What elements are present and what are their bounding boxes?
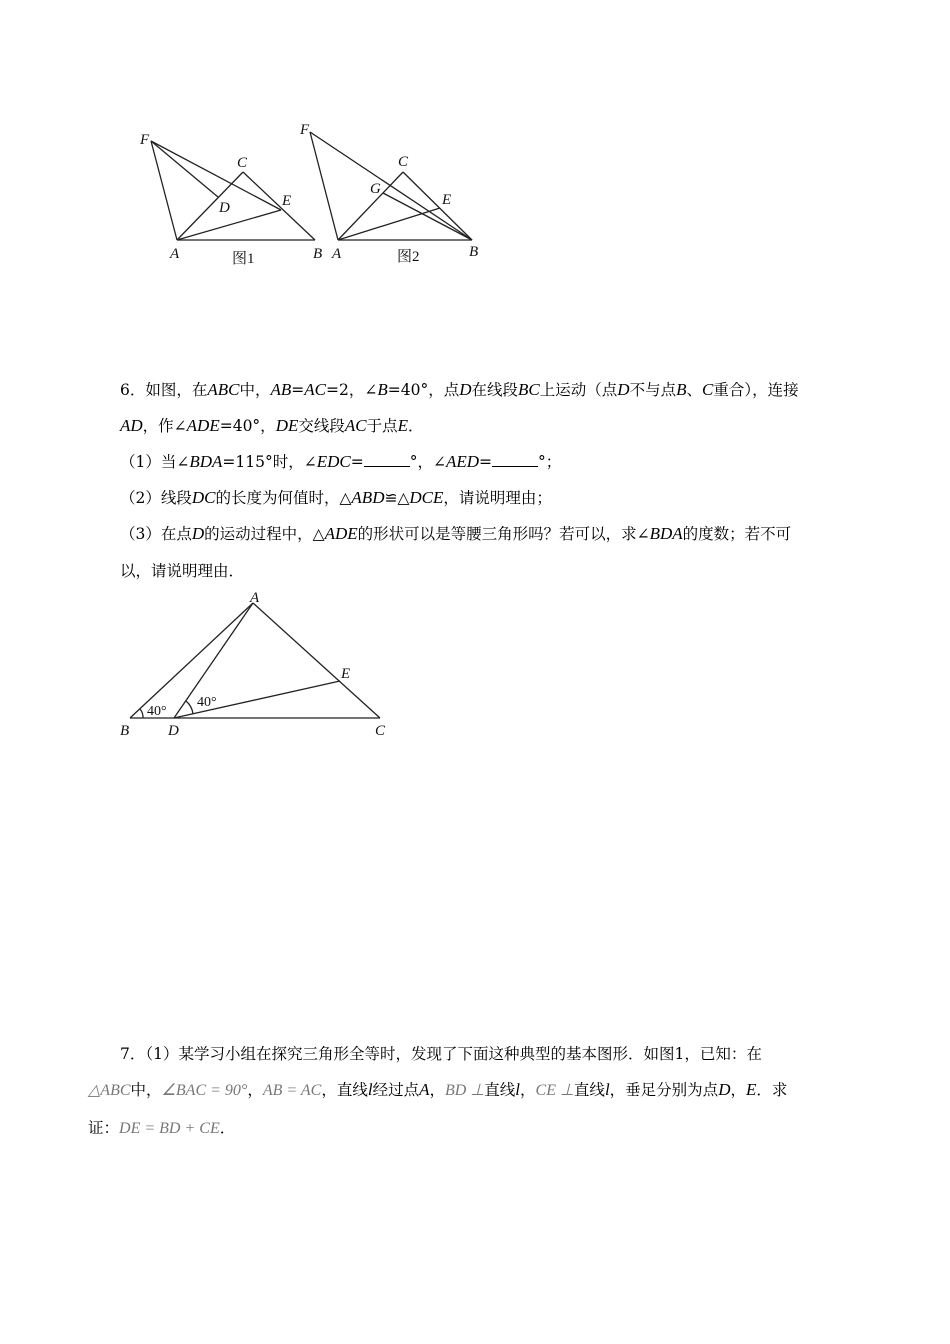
q6-math: AED bbox=[445, 452, 480, 471]
fig1-line-FA bbox=[151, 141, 177, 240]
fig2-caption: 图2 bbox=[397, 249, 420, 265]
q6-math: E bbox=[397, 416, 409, 435]
fig2-label-B: B bbox=[469, 244, 479, 260]
q7-text: ， bbox=[730, 1081, 746, 1099]
q6-line-AC bbox=[253, 603, 380, 718]
q6-math: ABC bbox=[207, 380, 240, 399]
q6-line-1 bbox=[120, 380, 799, 400]
figures-1-2 bbox=[120, 110, 500, 275]
q6-angle-arc-d bbox=[186, 701, 193, 714]
q6-text: 的运动过程中，△ bbox=[204, 525, 325, 543]
q6-number: 6． bbox=[120, 381, 146, 399]
q6-math: DCE bbox=[409, 488, 444, 507]
q6-text: 于点 bbox=[366, 417, 398, 435]
q6-math: B bbox=[676, 380, 687, 399]
q6-text: 中， bbox=[239, 381, 271, 399]
q6-text: =115°时，∠ bbox=[222, 453, 317, 471]
q6-label-C: C bbox=[375, 723, 386, 739]
q6-line-BA bbox=[130, 603, 253, 718]
q7-math: D bbox=[718, 1080, 731, 1099]
q7-text: 经过点 bbox=[372, 1081, 420, 1099]
q6-text: = bbox=[291, 381, 305, 399]
q6-text: 交线段 bbox=[298, 417, 345, 435]
q6-text: =40°， bbox=[219, 417, 276, 435]
q6-math: D bbox=[191, 524, 205, 543]
q7-math: A bbox=[419, 1080, 430, 1099]
fig2-label-F: F bbox=[300, 122, 310, 138]
fig2-label-A: A bbox=[332, 246, 342, 262]
q6-math: AD bbox=[120, 416, 143, 435]
fig2-label-E: E bbox=[442, 192, 452, 208]
answer-blank-aed[interactable] bbox=[492, 466, 538, 467]
fig1-line-AC bbox=[177, 172, 243, 240]
q7-line-1 bbox=[120, 1044, 762, 1064]
q6-math: BDA bbox=[189, 452, 223, 471]
q6-angle-d-label: 40° bbox=[197, 695, 217, 710]
q7-text: （1）某学习小组在探究三角形全等时，发现了下面这种典型的基本图形．如图1，已知：在 bbox=[145, 1045, 762, 1063]
fig2-label-C: C bbox=[398, 154, 409, 170]
q6-text: = bbox=[479, 453, 493, 471]
q6-text: 在线段 bbox=[471, 381, 519, 399]
q6-math: D bbox=[617, 380, 630, 399]
q7-math: △ABC bbox=[88, 1082, 131, 1099]
q6-text: 的长度为何值时，△ bbox=[215, 489, 352, 507]
q7-text: ．求 bbox=[756, 1081, 788, 1099]
q7-text: ，直线 bbox=[321, 1081, 368, 1099]
q7-math: BD ⊥ bbox=[445, 1082, 485, 1099]
q6-text: 、 bbox=[686, 381, 702, 399]
q6-math: DC bbox=[191, 488, 216, 507]
fig1-line-FD bbox=[151, 141, 218, 197]
q6-line-2 bbox=[120, 416, 424, 436]
q6-text: ，作∠ bbox=[142, 417, 187, 435]
q6-text: °，∠ bbox=[409, 453, 446, 471]
q6-math: B bbox=[377, 380, 388, 399]
q7-number: 7． bbox=[120, 1045, 146, 1063]
q6-label-A: A bbox=[250, 590, 260, 606]
q7-math: ∠BAC = 90° bbox=[161, 1082, 248, 1099]
q6-part-1 bbox=[120, 452, 561, 472]
fig1-label-C: C bbox=[237, 155, 248, 171]
fig1-label-B: B bbox=[313, 246, 323, 262]
q6-text: （3）在点 bbox=[120, 525, 192, 543]
q6-math: BDA bbox=[649, 524, 683, 543]
fig2-line-GB bbox=[383, 193, 472, 240]
q6-text: 重合），连接 bbox=[713, 381, 799, 399]
q7-text: ， bbox=[429, 1081, 445, 1099]
q7-text: ， bbox=[520, 1081, 536, 1099]
q6-text: =2，∠ bbox=[326, 381, 378, 399]
q6-text: 上运动（点 bbox=[539, 381, 618, 399]
q6-text: （2）线段 bbox=[120, 489, 192, 507]
q6-part-3 bbox=[120, 524, 791, 544]
q6-math: C bbox=[701, 380, 714, 399]
fig1-line-CB bbox=[243, 172, 315, 240]
q6-text: 的形状可以是等腰三角形吗？若可以，求∠ bbox=[357, 525, 650, 543]
fig2-label-G: G bbox=[370, 181, 381, 197]
fig1-caption: 图1 bbox=[232, 251, 255, 267]
q6-figure bbox=[110, 588, 410, 743]
q6-text: ． bbox=[408, 417, 424, 435]
fig1-label-A: A bbox=[170, 246, 180, 262]
q6-angle-b-label: 40° bbox=[147, 704, 167, 719]
q7-math: l bbox=[515, 1080, 521, 1099]
q7-text: 中， bbox=[130, 1081, 162, 1099]
q6-math: AC bbox=[304, 380, 327, 399]
q7-math: AB = AC bbox=[262, 1082, 322, 1099]
q6-text: 的度数；若不可 bbox=[682, 525, 792, 543]
q6-text: （1）当∠ bbox=[120, 453, 190, 471]
fig1-label-D: D bbox=[219, 200, 230, 216]
q6-part-2 bbox=[120, 488, 552, 508]
q6-math: DE bbox=[275, 416, 299, 435]
q6-math: ADE bbox=[186, 416, 220, 435]
q7-text: ． bbox=[219, 1119, 236, 1137]
q6-math: ADE bbox=[324, 524, 358, 543]
q7-line-2 bbox=[88, 1080, 787, 1101]
q6-text: ，请说明理由； bbox=[443, 489, 552, 507]
q6-text: 以，请说明理由． bbox=[120, 562, 245, 580]
q6-math: EDC bbox=[316, 452, 351, 471]
q7-math: l bbox=[367, 1080, 373, 1099]
fig1-label-F: F bbox=[140, 132, 150, 148]
q7-math: E bbox=[745, 1080, 757, 1099]
q7-line-3 bbox=[88, 1118, 235, 1139]
q6-math: AC bbox=[344, 416, 367, 435]
answer-blank-edc[interactable] bbox=[364, 466, 410, 467]
q6-text: =40°，点 bbox=[387, 381, 460, 399]
q7-text: 证： bbox=[88, 1119, 120, 1137]
q6-math: BC bbox=[518, 380, 540, 399]
q6-text: 不与点 bbox=[629, 381, 677, 399]
q6-text: = bbox=[350, 453, 364, 471]
q6-label-B: B bbox=[120, 723, 130, 739]
q6-math: D bbox=[459, 380, 472, 399]
q6-text: ≌△ bbox=[384, 489, 410, 507]
q6-angle-arc-b bbox=[140, 709, 143, 718]
q6-text: °； bbox=[538, 453, 562, 471]
q7-math: DE = BD + CE bbox=[119, 1120, 220, 1137]
q7-math: CE ⊥ bbox=[535, 1082, 574, 1099]
q6-math: ABD bbox=[351, 488, 385, 507]
q6-label-D: D bbox=[168, 723, 179, 739]
q6-part-3-cont bbox=[120, 561, 244, 581]
fig2-line-CB bbox=[403, 172, 472, 240]
q7-math: l bbox=[604, 1080, 610, 1099]
q7-text: 直线 bbox=[573, 1081, 605, 1099]
q7-text: 直线 bbox=[484, 1081, 516, 1099]
q6-label-E: E bbox=[341, 666, 351, 682]
q7-text: ， bbox=[247, 1081, 263, 1099]
q7-text: ，垂足分别为点 bbox=[609, 1081, 719, 1099]
fig1-label-E: E bbox=[282, 193, 292, 209]
q6-math: AB bbox=[270, 380, 292, 399]
q6-text: 如图，在 bbox=[145, 381, 208, 399]
